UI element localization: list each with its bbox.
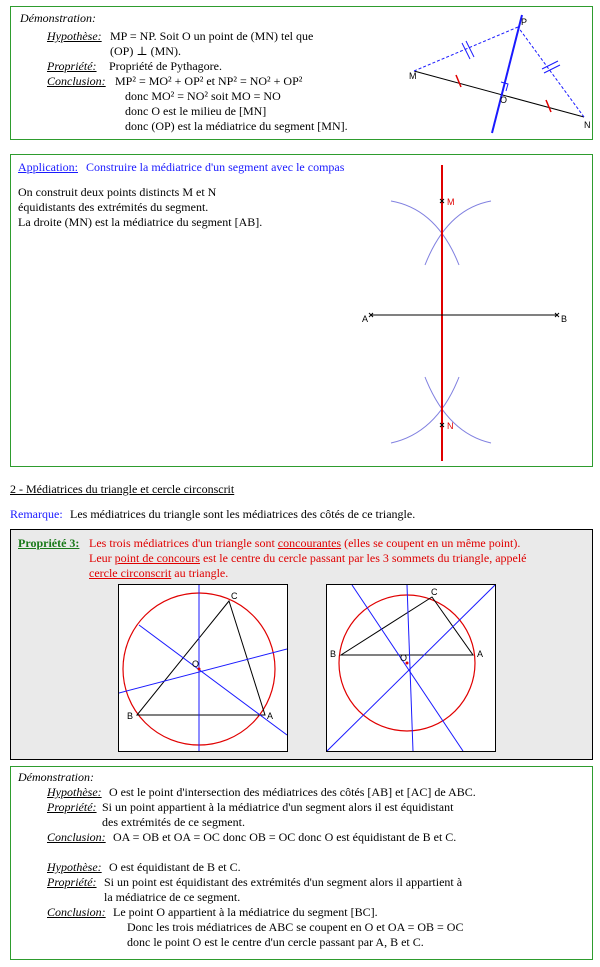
demo2-hyp1-label: Hypothèse: <box>47 785 102 799</box>
application-line1: On construit deux points distincts M et N <box>18 185 217 199</box>
segment-np <box>518 27 584 117</box>
demo1-line4: donc (OP) est la médiatrice du segment [MN]. <box>125 119 348 133</box>
demo2-prop2-text: Si un point est équidistant des extrémités d'un segment alors il appartient à <box>104 875 463 889</box>
prop3-line2 <box>89 551 527 565</box>
label-n: N <box>584 120 591 130</box>
label-o: O <box>192 659 200 669</box>
prop3-text3a: cercle circonscrit <box>89 566 172 580</box>
demo1-line3: donc O est le milieu de [MN] <box>125 104 267 118</box>
demo2-concl1-label: Conclusion: <box>47 830 106 844</box>
label-m: M <box>447 197 455 207</box>
label-p: P <box>521 17 528 27</box>
demo1-line2: donc MO² = NO² soit MO = NO <box>125 89 281 103</box>
triangle-abc <box>137 601 265 715</box>
label-o: O <box>400 653 408 663</box>
label-o: O <box>500 95 508 105</box>
label-b: B <box>561 314 568 324</box>
demo2-title: Démonstration: <box>18 770 94 784</box>
tick-mp-1 <box>462 43 470 59</box>
demo2-prop1-label: Propriété: <box>47 800 97 814</box>
demo2-hyp2-text: O est équidistant de B et C. <box>109 860 241 874</box>
label-c: C <box>431 587 438 597</box>
demo1-hyp-label: Hypothèse: <box>47 29 102 43</box>
demo2-box <box>10 766 593 960</box>
application-figure <box>361 161 591 463</box>
demo1-concl-label: Conclusion: <box>47 74 106 88</box>
label-a: A <box>362 314 369 324</box>
demo1-title: Démonstration: <box>20 11 96 25</box>
prop3-text2a: Leur <box>89 551 115 565</box>
section2-title: 2 - Médiatrices du triangle et cercle circonscrit <box>10 482 235 496</box>
demo2-hyp2-label: Hypothèse: <box>47 860 102 874</box>
demo1-prop-text: Propriété de Pythagore. <box>109 59 222 73</box>
label-m: M <box>409 71 417 81</box>
label-n: N <box>447 421 454 431</box>
prop3-text1a: Les trois médiatrices d'un triangle sont <box>89 536 278 550</box>
arc-top-right <box>391 201 459 265</box>
application-box <box>10 154 593 467</box>
label-a: A <box>477 649 484 659</box>
prop3-figure-2 <box>326 584 496 752</box>
tick-mo <box>456 75 461 87</box>
application-line2: équidistants des extrémités du segment. <box>18 200 209 214</box>
demo2-concl2-text: Le point O appartient à la médiatrice du segment [BC]. <box>113 905 378 919</box>
demo1-hyp-text: MP = NP. Soit O un point de (MN) tel que <box>110 29 314 43</box>
arc-top-left <box>425 201 491 265</box>
line-op <box>492 15 522 133</box>
arc-bottom-right <box>391 377 459 443</box>
tick-on <box>546 100 551 112</box>
prop3-line3 <box>89 566 228 580</box>
section2-remark-text: Les médiatrices du triangle sont les médiatrices des côtés de ce triangle. <box>70 507 416 521</box>
prop3-label: Propriété 3: <box>18 536 80 550</box>
application-line3: La droite (MN) est la médiatrice du segment [AB]. <box>18 215 263 229</box>
prop3-line1 <box>89 536 520 550</box>
tick-np-2 <box>544 65 560 73</box>
label-b: B <box>330 649 337 659</box>
demo2-prop1-text2: des extrémités de ce segment. <box>102 815 245 829</box>
demo2-line-a: Donc les trois médiatrices de ABC se coupent en O et OA = OB = OC <box>127 920 464 934</box>
demo2-prop2-label: Propriété: <box>47 875 97 889</box>
prop3-text2b: point de concours <box>114 551 200 565</box>
section2-remark-label: Remarque: <box>10 507 63 521</box>
label-b: B <box>127 711 134 721</box>
demo1-hyp-text2: (OP) ⊥ (MN). <box>110 44 181 58</box>
application-label: Application: <box>18 160 78 174</box>
prop3-text2c: est le centre du cercle passant par les 3 sommets du triangle, appelé <box>199 551 527 565</box>
prop3-text1c: (elles se coupent en un même point). <box>341 536 521 550</box>
segment-mn <box>414 71 584 117</box>
prop3-text3b: au triangle. <box>171 566 229 580</box>
application-title: Construire la médiatrice d'un segment avec le compas <box>86 160 345 174</box>
demo1-concl-text: MP² = MO² + OP² et NP² = NO² + OP² <box>115 74 303 88</box>
prop3-box <box>10 529 593 760</box>
prop3-text1b: concourantes <box>277 536 342 550</box>
demo1-box <box>10 6 593 140</box>
label-c: C <box>231 591 238 601</box>
demo2-prop1-text: Si un point appartient à la médiatrice d'un segment alors il est équidistant <box>102 800 454 814</box>
demo2-hyp1-text: O est le point d'intersection des médiatrices des côtés [AB] et [AC] de ABC. <box>109 785 476 799</box>
demo1-prop-label: Propriété: <box>47 59 97 73</box>
demo2-line-b: donc le point O est le centre d'un cercle passant par A, B et C. <box>127 935 424 949</box>
bisector-ac <box>139 625 287 735</box>
demo2-concl2-label: Conclusion: <box>47 905 106 919</box>
arc-bottom-left <box>425 377 491 443</box>
demo1-figure <box>396 11 592 137</box>
demo2-concl1-text: OA = OB et OA = OC donc OB = OC donc O est équidistant de B et C. <box>113 830 457 844</box>
prop3-figure-1 <box>118 584 288 752</box>
label-a: A <box>267 711 274 721</box>
demo2-prop2-text2: la médiatrice de ce segment. <box>104 890 241 904</box>
bisector-ab <box>119 649 287 693</box>
segment-mp <box>414 27 518 71</box>
